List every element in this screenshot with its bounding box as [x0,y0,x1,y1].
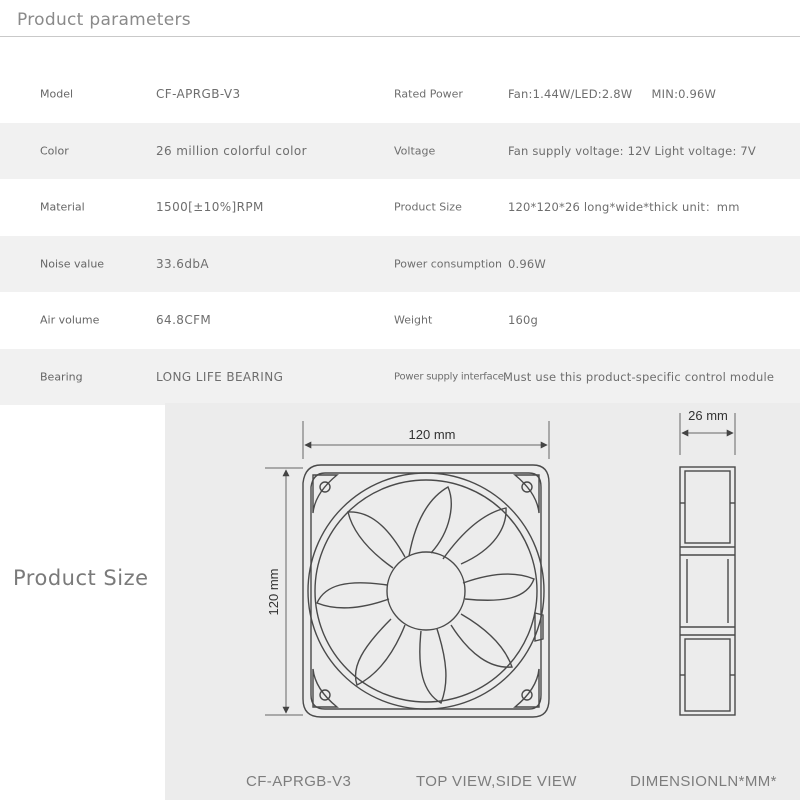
caption-view: TOP VIEW,SIDE VIEW [416,773,577,790]
header-divider [0,36,800,37]
caption-model: CF-APRGB-V3 [246,773,352,790]
spec-row-air-volume [0,292,800,349]
spec-value: 0.96W [508,256,546,271]
fan-top-view [303,465,549,717]
spec-value: 120*120*26 long*wide*thick unit：mm [508,200,740,215]
spec-value: Fan:1.44W/LED:2.8W MIN:0.96W [508,87,717,102]
spec-row-material [0,179,800,236]
spec-label: Power supply interface [394,371,504,383]
spec-label: Bearing [40,370,83,384]
spec-value: 160g [508,313,539,328]
spec-label: Air volume [40,313,100,327]
spec-value: 1500[±10%]RPM [156,200,264,215]
spec-label: Rated Power [394,87,463,101]
section-header [0,0,800,42]
spec-value: Must use this product-specific control module [503,369,775,384]
thickness-dimension-label: 26 mm [688,408,728,423]
fan-side-view [680,467,735,715]
spec-label: Product Size [394,200,462,214]
spec-label: Voltage [394,144,436,158]
section-title: Product parameters [17,10,191,30]
height-dimension-label: 120 mm [266,568,281,616]
spec-label: Material [40,200,85,214]
spec-label: Color [40,144,69,158]
spec-row-noise [0,236,800,293]
width-dimension-label: 120 mm [408,427,456,442]
spec-table [0,66,800,405]
spec-value: CF-APRGB-V3 [156,87,241,102]
product-size-title: Product Size [13,566,149,590]
spec-value: 26 million colorful color [156,143,307,158]
spec-value: 33.6dbA [156,256,209,271]
spec-row-model [0,66,800,123]
spec-label: Weight [394,313,433,327]
spec-label: Model [40,87,74,101]
fan-dimension-drawing [165,403,800,800]
spec-label: Noise value [40,257,105,271]
dimension-drawing-panel [165,403,800,800]
caption-dimension: DIMENSIONLN*MM* [630,773,777,790]
spec-row-bearing [0,349,800,406]
spec-value: 64.8CFM [156,313,212,328]
spec-value: Fan supply voltage: 12V Light voltage: 7V [508,143,756,158]
spec-label: Power consumption [394,257,502,271]
spec-value: LONG LIFE BEARING [156,369,284,384]
spec-row-color [0,123,800,180]
